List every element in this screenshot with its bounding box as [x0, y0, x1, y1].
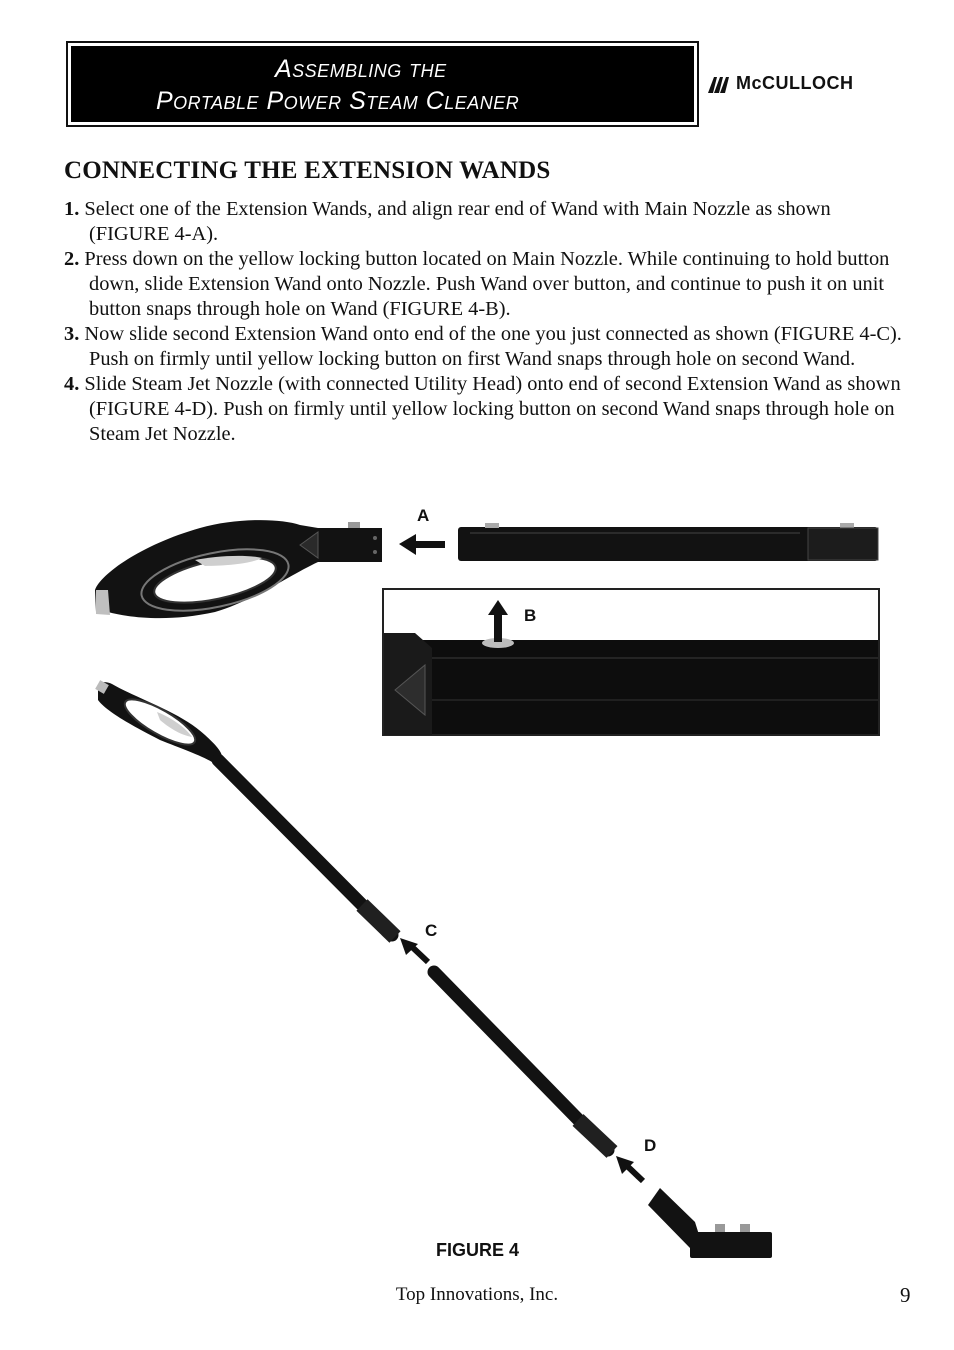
step-number: 4. [64, 373, 80, 395]
logo-text: McCULLOCH [736, 73, 854, 93]
footer-company: Top Innovations, Inc. [395, 1284, 559, 1305]
page-title [156, 53, 520, 117]
page-number: 9 [900, 1283, 911, 1307]
figure-label-c: C [425, 921, 438, 940]
detail-b-illustration [383, 589, 879, 735]
step-number: 3. [64, 323, 80, 345]
step-number: 2. [64, 248, 80, 270]
step-text: Select one of the Extension Wands, and align rear end of Wand with Main Nozzle as shown (FIGURE 4-A). [84, 198, 831, 245]
step-text: Now slide second Extension Wand onto end of the one you just connected as shown (FIGURE 4-C). Push on firmly until yellow locking button on first Wand snaps through hole on second Wand. [84, 323, 902, 370]
brand-logo [708, 74, 898, 96]
header-banner [66, 41, 699, 127]
arrow-c-icon [400, 938, 428, 962]
step-item [64, 372, 912, 447]
figure-label-a: A [417, 506, 430, 525]
step-item [64, 247, 912, 322]
logo-mark-icon [708, 75, 734, 95]
step-item [64, 322, 912, 372]
extension-wand-illustration [458, 523, 878, 561]
arrow-a-icon [399, 534, 445, 555]
page-title-line2: Portable Power Steam Cleaner [156, 87, 520, 115]
step-text: Slide Steam Jet Nozzle (with connected Utility Head) onto end of second Extension Wand as shown (FIGURE 4-D). Push on firmly until yellow locking button on second Wand snaps through hole on Steam Jet Nozzle. [84, 373, 901, 445]
main-nozzle-illustration [95, 520, 382, 622]
figure-illustration [0, 490, 954, 1280]
assembled-wand-illustration [95, 680, 772, 1258]
figure-label-d: D [644, 1136, 657, 1155]
figure-label-b: B [524, 606, 537, 625]
figure-caption: FIGURE 4 [436, 1240, 520, 1260]
arrow-d-icon [616, 1156, 643, 1181]
step-text: Press down on the yellow locking button located on Main Nozzle. While continuing to hold button down, slide Extension Wand onto Nozzle. Push Wand over button, and continue to push it on unit button snaps through hole on Wand (FIGURE 4-B). [84, 248, 890, 320]
page-title-line1: Assembling the [275, 55, 447, 83]
step-item [64, 197, 912, 247]
step-number: 1. [64, 198, 80, 220]
section-heading: CONNECTING THE EXTENSION WANDS [64, 157, 551, 184]
instruction-steps [64, 197, 912, 447]
